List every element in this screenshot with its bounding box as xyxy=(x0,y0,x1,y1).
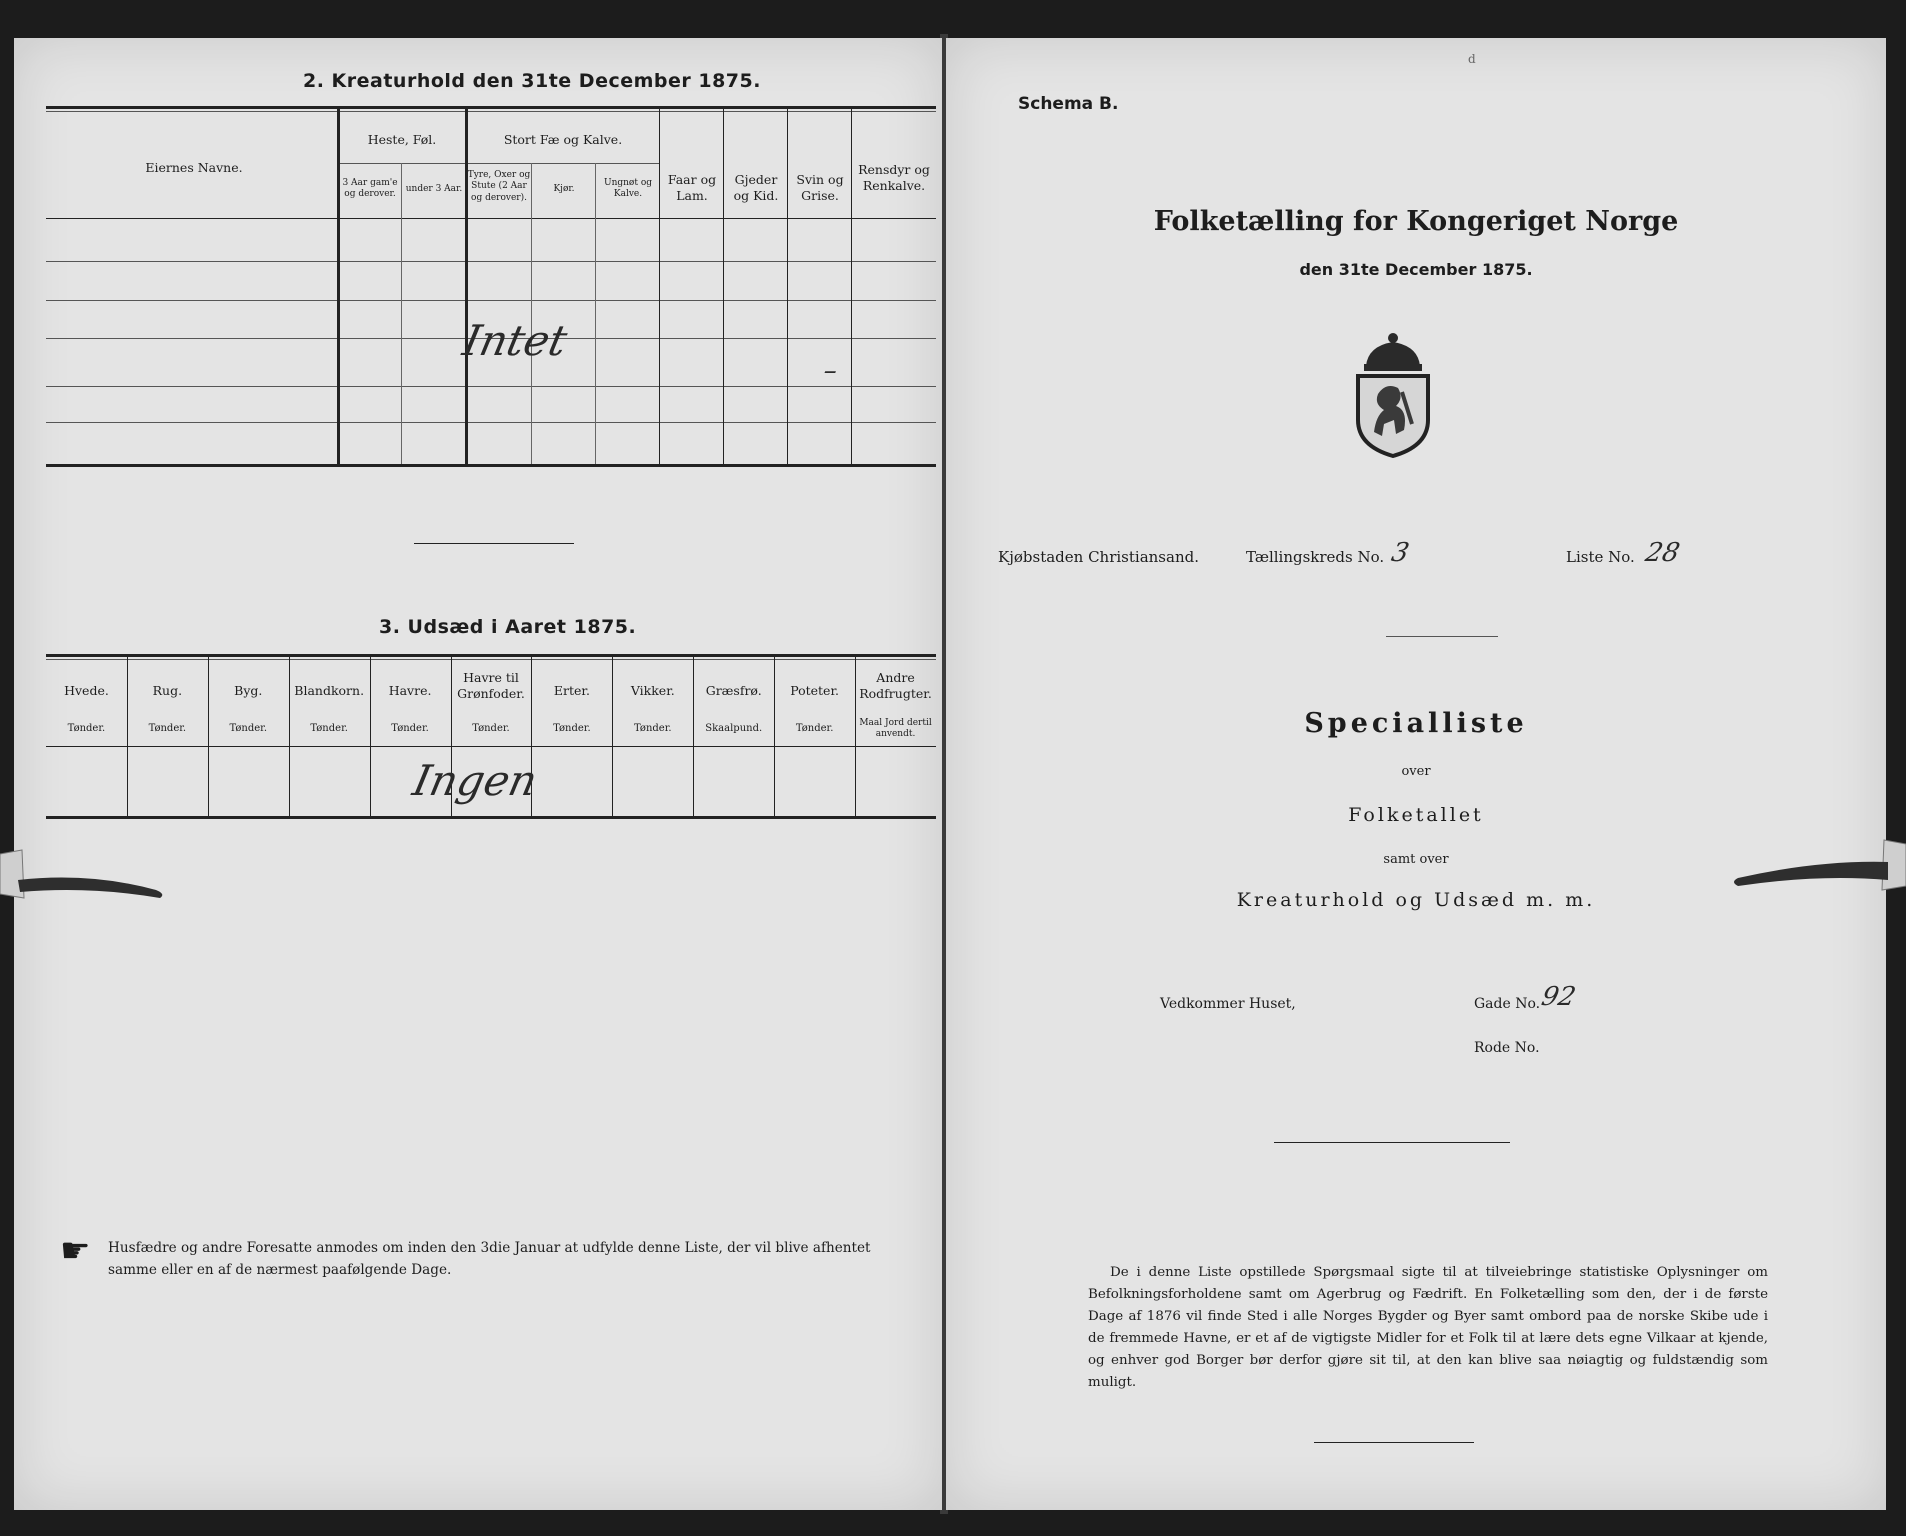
kjobstaden-label: Kjøbstaden Christiansand. xyxy=(998,548,1199,566)
explanatory-paragraph: De i denne Liste opstillede Spørgsmaal sigte til at tilveiebringe statistiske Oplysninger om Befolkningsforholdene samt om Agerbrug og Fædrift. En Folketælling som den, der i de første Dage af 1876 vil finde Sted i alle Norges Bygder og Byer samt ombord paa de norske Skibe ude i de fremmede Havne, er et af de vigtigste Midler for et Folk til at lære dets egne Vilkaar at kjende, og enhver god Borger bør derfor gjøre sit til, at den kan blive saa nøiagtig og fuldstændig som muligt. xyxy=(1088,1265,1768,1390)
header-heste-under3: under 3 Aar. xyxy=(405,184,463,194)
schema-label: Schema B. xyxy=(1018,94,1119,114)
table3-header-9: Poteter. xyxy=(790,683,840,698)
table3-header-0: Hvede. xyxy=(64,683,109,698)
table2-vline xyxy=(531,163,532,464)
table3-top-rule-inner xyxy=(46,659,936,660)
table3-header-8: Græsfrø. xyxy=(705,683,762,698)
header-heste-fol: Heste, Føl. xyxy=(367,132,437,147)
left-page xyxy=(14,38,942,1510)
table2-header-rule xyxy=(46,218,936,219)
table2-vline xyxy=(401,163,402,464)
table3-unit-2: Tønder. xyxy=(229,723,268,734)
table3-unit-5: Tønder. xyxy=(472,723,510,734)
document-subtitle: den 31te December 1875. xyxy=(1299,260,1533,279)
table3-unit-6: Tønder. xyxy=(553,723,591,734)
table3-vline xyxy=(612,656,613,816)
header-tyre: Tyre, Oxer og Stute (2 Aar og derover). xyxy=(467,170,531,203)
header-eiernes-navne: Eiernes Navne. xyxy=(145,160,243,175)
specialliste-heading: Specialliste xyxy=(1304,708,1528,739)
header-svin: Svin og Grise. xyxy=(796,172,844,203)
document-title: Folketælling for Kongeriget Norge xyxy=(1153,206,1679,237)
table3-header-10: Andre Rodfrugter. xyxy=(859,670,932,701)
table3-unit-1: Tønder. xyxy=(148,723,187,734)
header-ungnot: Ungnøt og Kalve. xyxy=(603,178,652,200)
table2-vline xyxy=(723,108,724,464)
table2-bottom-rule xyxy=(46,464,936,467)
table3-header-1: Rug. xyxy=(152,683,183,698)
table3-unit-3: Tønder. xyxy=(310,723,348,734)
table2-vline xyxy=(659,108,660,464)
samt-over-text: samt over xyxy=(1383,852,1449,867)
kreaturhold-text: Kreaturhold og Udsæd m. m. xyxy=(1236,889,1596,911)
header-heste-3aar: 3 Aar gam'e og derover. xyxy=(342,178,398,200)
table2-vline xyxy=(595,163,596,464)
notice-text: Husfædre og andre Foresatte anmodes om inden den 3die Januar at udfylde denne Liste, der vil blive afhentet samme eller en af de nærmest paafølgende Dage. xyxy=(108,1240,871,1278)
right-separator-rule xyxy=(1274,1142,1510,1143)
table2-vline xyxy=(787,108,788,464)
right-binder-clip-icon xyxy=(1728,836,1906,896)
bottom-rule xyxy=(1314,1442,1474,1443)
table3-header-3: Blandkorn. xyxy=(294,683,365,698)
table2-row-rule xyxy=(46,422,936,423)
section-2-title: 2. Kreaturhold den 31te December 1875. xyxy=(303,70,761,92)
table2-row-rule xyxy=(46,386,936,387)
over-text: over xyxy=(1401,764,1431,779)
header-gjeder: Gjeder og Kid. xyxy=(733,172,779,203)
table2-stortfae-split xyxy=(465,163,659,164)
table3-vline xyxy=(693,656,694,816)
table2-row-rule xyxy=(46,300,936,301)
pointing-hand-icon: ☛ xyxy=(60,1231,91,1271)
table3-header-rule xyxy=(46,746,936,747)
kreds-underline xyxy=(1386,636,1498,637)
gade-label: Gade No. xyxy=(1474,996,1541,1012)
taellingskreds-label: Tællingskreds No. xyxy=(1246,548,1385,566)
liste-label: Liste No. xyxy=(1566,548,1635,566)
table3-vline xyxy=(127,656,128,816)
table3-header-6: Erter. xyxy=(553,683,590,698)
vedkommer-huset-label: Vedkommer Huset, xyxy=(1160,996,1296,1012)
section-3-title: 3. Udsæd i Aaret 1875. xyxy=(379,616,637,638)
schema-mark: d xyxy=(1468,52,1476,66)
rode-label: Rode No. xyxy=(1474,1040,1540,1056)
table3-header-5: Havre til Grønfoder. xyxy=(457,670,525,701)
handwritten-dash: – xyxy=(820,356,841,386)
table2-vline xyxy=(465,108,468,464)
left-binder-clip-icon xyxy=(0,846,170,906)
table2-top-rule xyxy=(46,106,936,109)
taellingskreds-value: 3 xyxy=(1388,538,1412,568)
table3-vline xyxy=(774,656,775,816)
header-kjor: Kjør. xyxy=(553,184,575,194)
table2-vline xyxy=(337,108,340,464)
header-stort-fae: Stort Fæ og Kalve. xyxy=(503,132,623,147)
table2-top-rule-inner xyxy=(46,111,936,112)
table3-header-4: Havre. xyxy=(388,683,432,698)
table3-header-7: Vikker. xyxy=(630,683,675,698)
table3-vline xyxy=(208,656,209,816)
table3-unit-8: Skaalpund. xyxy=(705,723,763,734)
table2-row-rule xyxy=(46,261,936,262)
table3-unit-7: Tønder. xyxy=(634,723,672,734)
table3-unit-10: Maal Jord dertil anvendt. xyxy=(859,718,932,740)
table3-top-rule xyxy=(46,654,936,657)
header-faar: Faar og Lam. xyxy=(667,172,717,203)
folketallet-text: Folketallet xyxy=(1348,804,1484,826)
table3-unit-4: Tønder. xyxy=(391,723,429,734)
table3-bottom-rule xyxy=(46,816,936,819)
separator-rule xyxy=(414,543,574,544)
handwritten-ingen: Ingen xyxy=(408,756,542,805)
right-page xyxy=(946,38,1886,1510)
header-rensdyr: Rensdyr og Renkalve. xyxy=(858,162,930,193)
table3-vline xyxy=(855,656,856,816)
norwegian-coat-of-arms-icon xyxy=(1338,328,1448,458)
table3-header-2: Byg. xyxy=(234,683,263,698)
liste-value: 28 xyxy=(1642,538,1683,568)
gade-value: 92 xyxy=(1538,982,1579,1012)
table3-unit-9: Tønder. xyxy=(795,723,834,734)
table2-vline xyxy=(851,108,852,464)
table3-unit-0: Tønder. xyxy=(67,723,106,734)
table3-vline xyxy=(370,656,371,816)
table3-vline xyxy=(289,656,290,816)
handwritten-intet: Intet xyxy=(458,316,572,365)
